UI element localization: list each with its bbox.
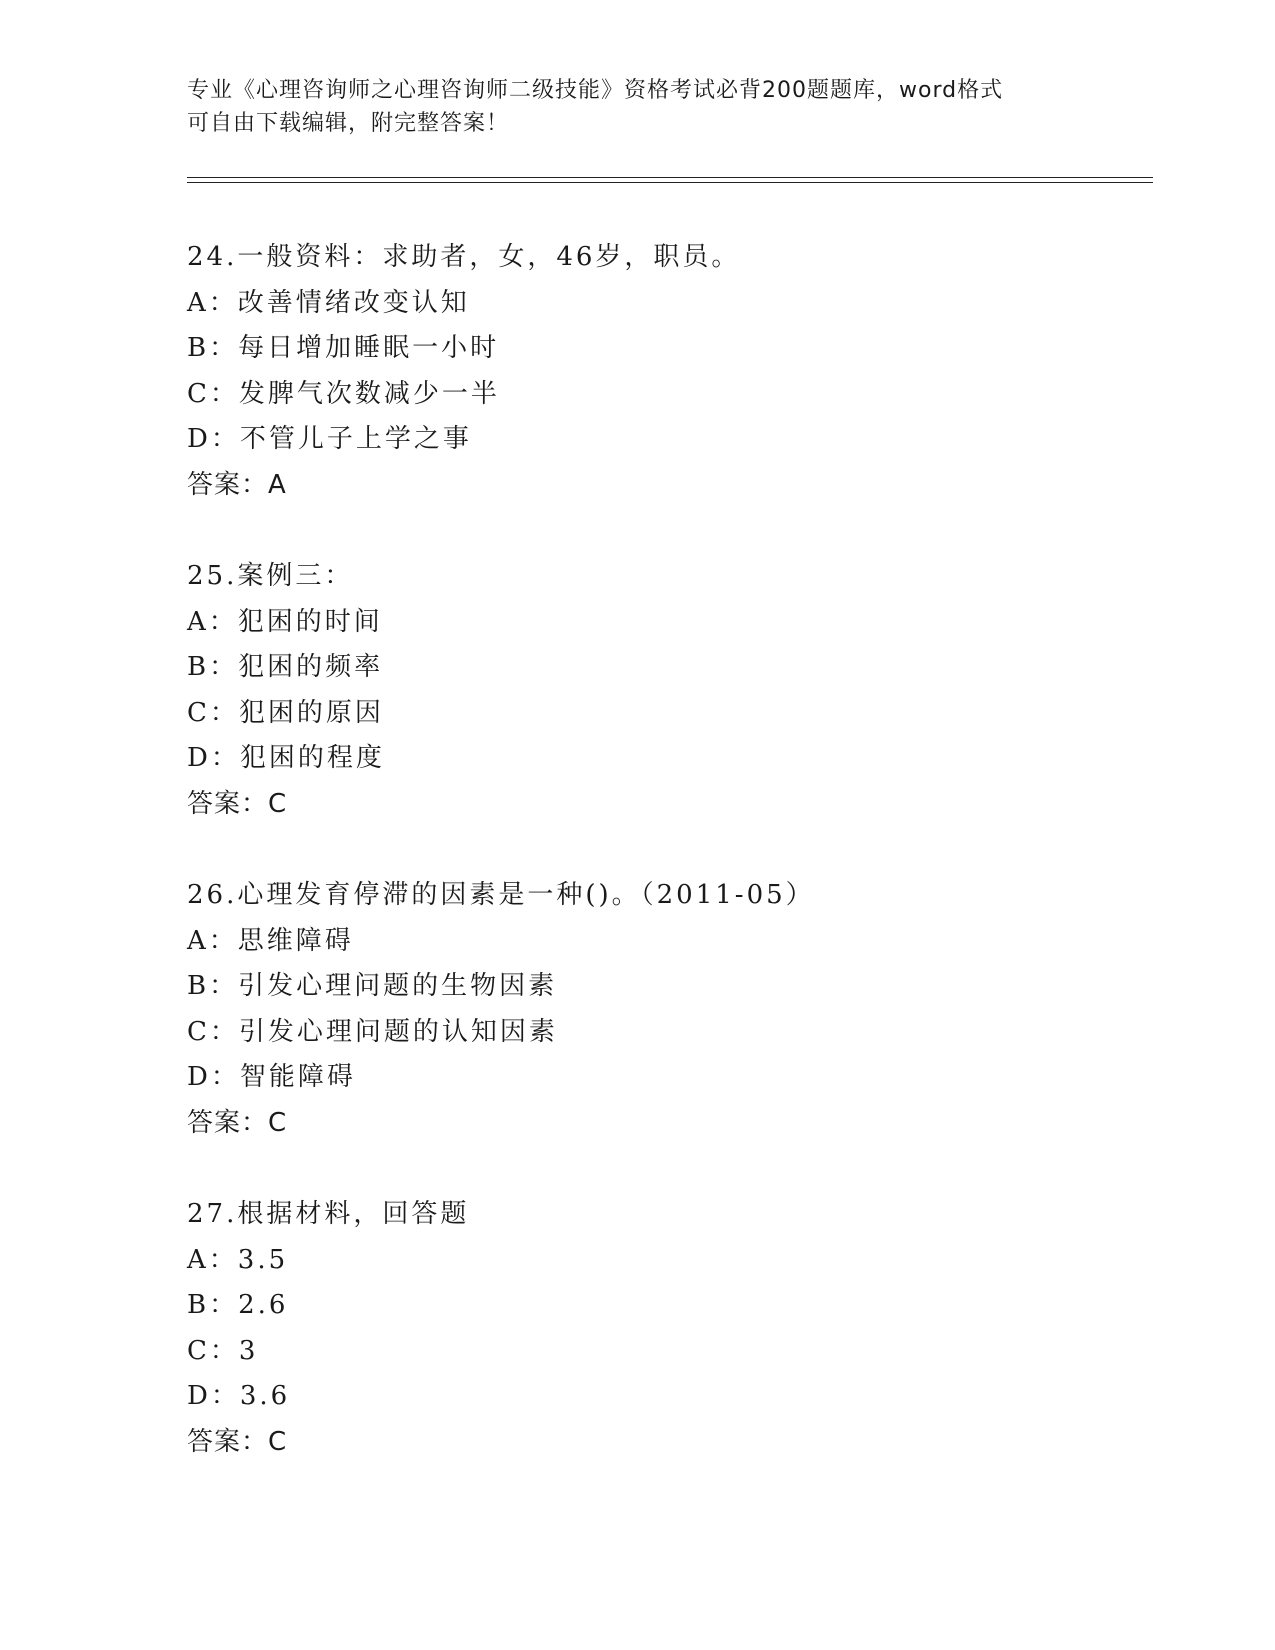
question-24: [187, 235, 1147, 508]
option-a: A：思维障碍: [187, 925, 354, 956]
question-list: [187, 235, 1147, 1511]
question-27: [187, 1192, 1147, 1465]
option-c: C：发脾气次数减少一半: [187, 378, 500, 409]
answer-line: 答案：C: [187, 1107, 288, 1138]
option-b: B：犯困的频率: [187, 652, 384, 682]
option-d: D：智能障碍: [187, 1062, 356, 1092]
option-d: D：犯困的程度: [187, 743, 385, 773]
header-line-1: 专业《心理咨询师之心理咨询师二级技能》资格考试必背200题题库，word格式: [187, 78, 1004, 103]
answer-line: 答案：C: [187, 1426, 288, 1457]
question-stem: 25.案例三：: [187, 561, 354, 591]
header-rule-bottom: [187, 182, 1153, 183]
question-stem: 24.一般资料：求助者，女，46岁，职员。: [187, 242, 741, 272]
option-c: C：犯困的原因: [187, 697, 384, 728]
answer-line: 答案：A: [187, 469, 287, 500]
question-25: [187, 554, 1147, 827]
option-c: C：引发心理问题的认知因素: [187, 1016, 558, 1047]
answer-line: 答案：C: [187, 788, 288, 819]
option-a: A：改善情绪改变认知: [187, 287, 470, 318]
option-a: A：3.5: [187, 1244, 289, 1275]
question-stem: 27.根据材料，回答题: [187, 1199, 470, 1229]
option-a: A：犯困的时间: [187, 606, 383, 637]
option-d: D：3.6: [187, 1381, 291, 1411]
option-b: B：引发心理问题的生物因素: [187, 971, 558, 1001]
option-b: B：2.6: [187, 1290, 289, 1320]
question-26: [187, 873, 1147, 1146]
header-line-2: 可自由下载编辑，附完整答案！: [187, 111, 510, 136]
question-stem: 26.心理发育停滞的因素是一种()。（2011-05）: [187, 880, 815, 910]
header-rule-top: [187, 177, 1153, 178]
option-c: C：3: [187, 1335, 259, 1366]
option-b: B：每日增加睡眠一小时: [187, 333, 500, 363]
document-header: [187, 74, 1087, 140]
option-d: D：不管儿子上学之事: [187, 424, 472, 454]
